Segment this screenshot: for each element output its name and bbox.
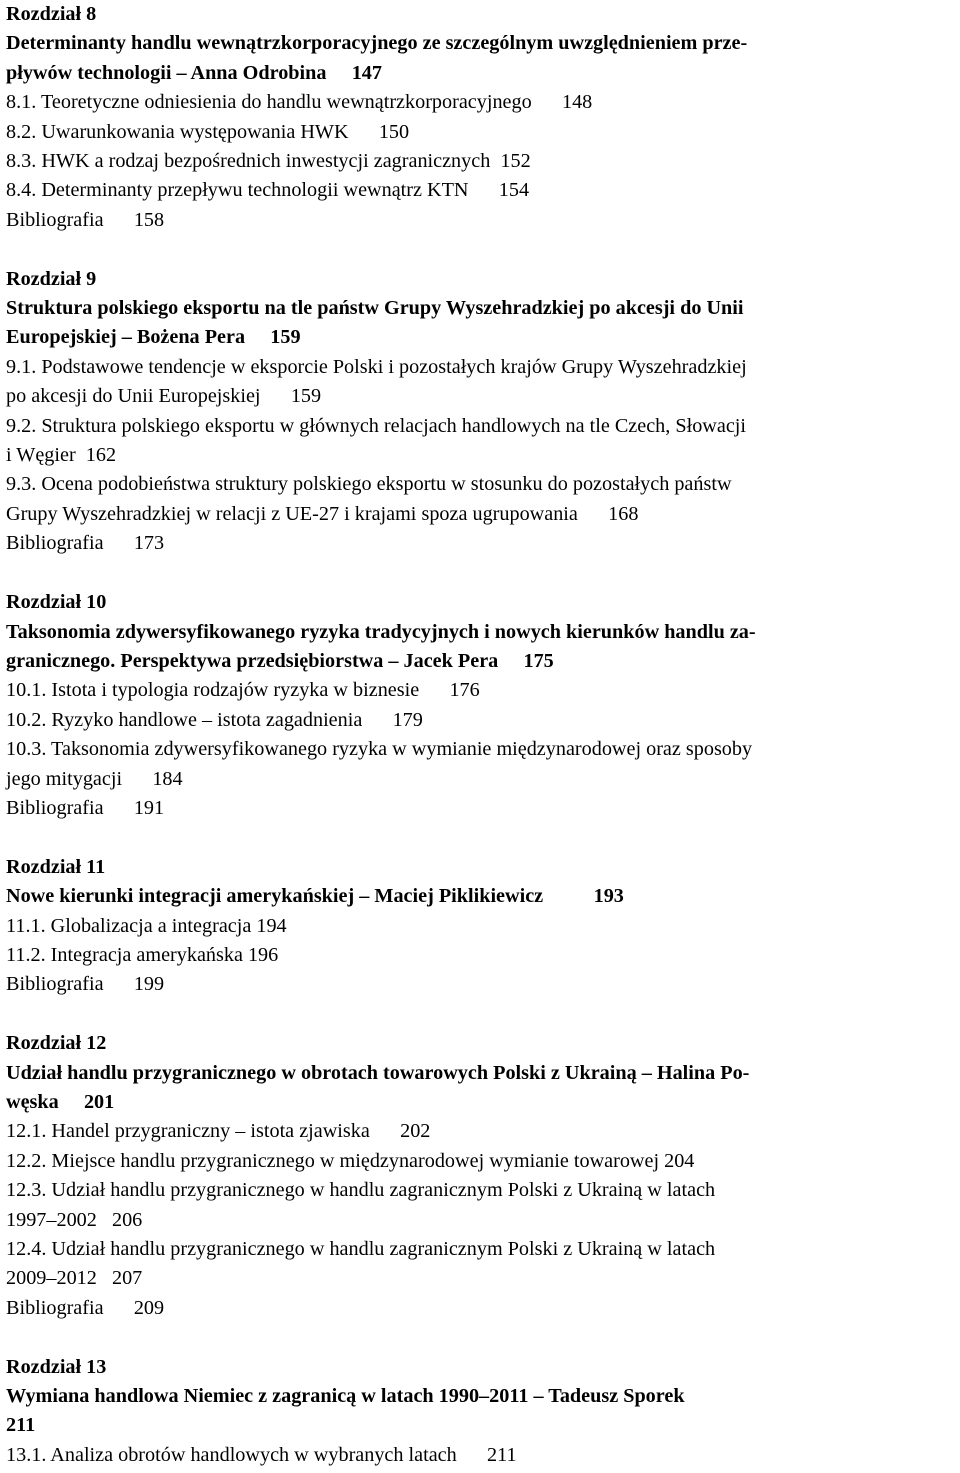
toc-entry-line: jego mitygacji 184 [6,767,183,790]
chapter-title-line: 211 [6,1414,36,1437]
chapter-spacer [6,1323,956,1352]
bibliography-entry: Bibliografia 191 [6,796,165,819]
toc-entry-line: Grupy Wyszehradzkiej w relacji z UE-27 i krajami spoza ugrupowania 168 [6,502,639,525]
toc-entry-line: 12.3. Udział handlu przygranicznego w handlu zagranicznym Polski z Ukrainą w latach [6,1179,716,1202]
toc-entry-line: 1997–2002 206 [6,1208,143,1231]
bibliography-entry: Bibliografia 199 [6,973,165,996]
toc-entry-line: 2009–2012 207 [6,1267,143,1290]
chapter-heading: Rozdział 13 [6,1355,107,1378]
toc-entry-line: 9.3. Ocena podobieństwa struktury polskiego eksportu w stosunku do pozostałych państw [6,473,732,496]
chapter-section [6,0,956,235]
toc-entry-line: 9.1. Podstawowe tendencje w eksporcie Polski i pozostałych krajów Grupy Wyszehradzkiej [6,355,747,378]
toc-entry-line: 8.4. Determinanty przepływu technologii wewnątrz KTN 154 [6,179,530,202]
chapter-heading: Rozdział 11 [6,855,106,878]
toc-entry-line: 10.3. Taksonomia zdywersyfikowanego ryzyka w wymianie międzynarodowej oraz sposoby [6,738,753,761]
table-of-contents [6,0,956,1470]
bibliography-entry: Bibliografia 173 [6,532,165,555]
toc-entry-line: 8.1. Teoretyczne odniesienia do handlu wewnątrzkorporacyjnego 148 [6,91,593,114]
toc-entry-line: 11.2. Integracja amerykańska 196 [6,943,279,966]
bibliography-entry: Bibliografia 158 [6,208,165,231]
chapter-title-line: Determinanty handlu wewnątrzkorporacyjnego ze szczególnym uwzględnieniem prze- [6,32,748,55]
chapter-spacer [6,823,956,852]
chapter-heading: Rozdział 8 [6,3,97,25]
chapter-title-line: Udział handlu przygranicznego w obrotach towarowych Polski z Ukrainą – Halina Po- [6,1061,750,1084]
chapter-heading: Rozdział 10 [6,591,107,614]
chapter-title-line: Struktura polskiego eksportu na tle państw Grupy Wyszehradzkiej po akcesji do Unii [6,297,744,320]
toc-entry-line: po akcesji do Unii Europejskiej 159 [6,385,322,408]
chapter-section [6,1353,956,1471]
chapter-title-line: Europejskiej – Bożena Pera 159 [6,326,301,349]
chapter-heading: Rozdział 9 [6,267,97,290]
toc-entry-line: 10.2. Ryzyko handlowe – istota zagadnienia 179 [6,708,423,731]
toc-entry-line: 10.1. Istota i typologia rodzajów ryzyka w biznesie 176 [6,679,480,702]
chapter-title-line: Wymiana handlowa Niemiec z zagranicą w latach 1990–2011 – Tadeusz Sporek [6,1385,685,1408]
toc-entry-line: 8.2. Uwarunkowania występowania HWK 150 [6,120,410,143]
chapter-section [6,265,956,559]
toc-entry-line: i Węgier 162 [6,444,117,467]
chapter-spacer [6,235,956,264]
toc-entry-line: 13.1. Analiza obrotów handlowych w wybranych latach 211 [6,1443,517,1466]
chapter-title-line: Taksonomia zdywersyfikowanego ryzyka tradycyjnych i nowych kierunków handlu za- [6,620,756,643]
toc-entry-line: 12.2. Miejsce handlu przygranicznego w międzynarodowej wymianie towarowej 204 [6,1149,695,1172]
bibliography-entry: Bibliografia 209 [6,1296,165,1319]
chapter-section [6,588,956,823]
chapter-spacer [6,559,956,588]
chapter-title-line: Nowe kierunki integracji amerykańskiej – Maciej Piklikiewicz 193 [6,885,624,908]
toc-entry-line: 12.4. Udział handlu przygranicznego w handlu zagranicznym Polski z Ukrainą w latach [6,1238,716,1260]
chapter-spacer [6,1000,956,1029]
chapter-title-line: węska 201 [6,1090,115,1113]
chapter-heading: Rozdział 12 [6,1032,107,1055]
toc-entry-line: 11.1. Globalizacja a integracja 194 [6,914,287,937]
chapter-title-line: granicznego. Perspektywa przedsiębiorstwa – Jacek Pera 175 [6,649,554,672]
toc-entry-line: 12.1. Handel przygraniczny – istota zjawiska 202 [6,1120,431,1143]
chapter-title-line: pływów technologii – Anna Odrobina 147 [6,61,382,84]
chapter-section [6,853,956,1000]
toc-entry-line: 8.3. HWK a rodzaj bezpośrednich inwestycji zagranicznych 152 [6,150,531,173]
chapter-section [6,1029,956,1323]
toc-entry-line: 9.2. Struktura polskiego eksportu w głównych relacjach handlowych na tle Czech, Słowacji [6,414,747,437]
